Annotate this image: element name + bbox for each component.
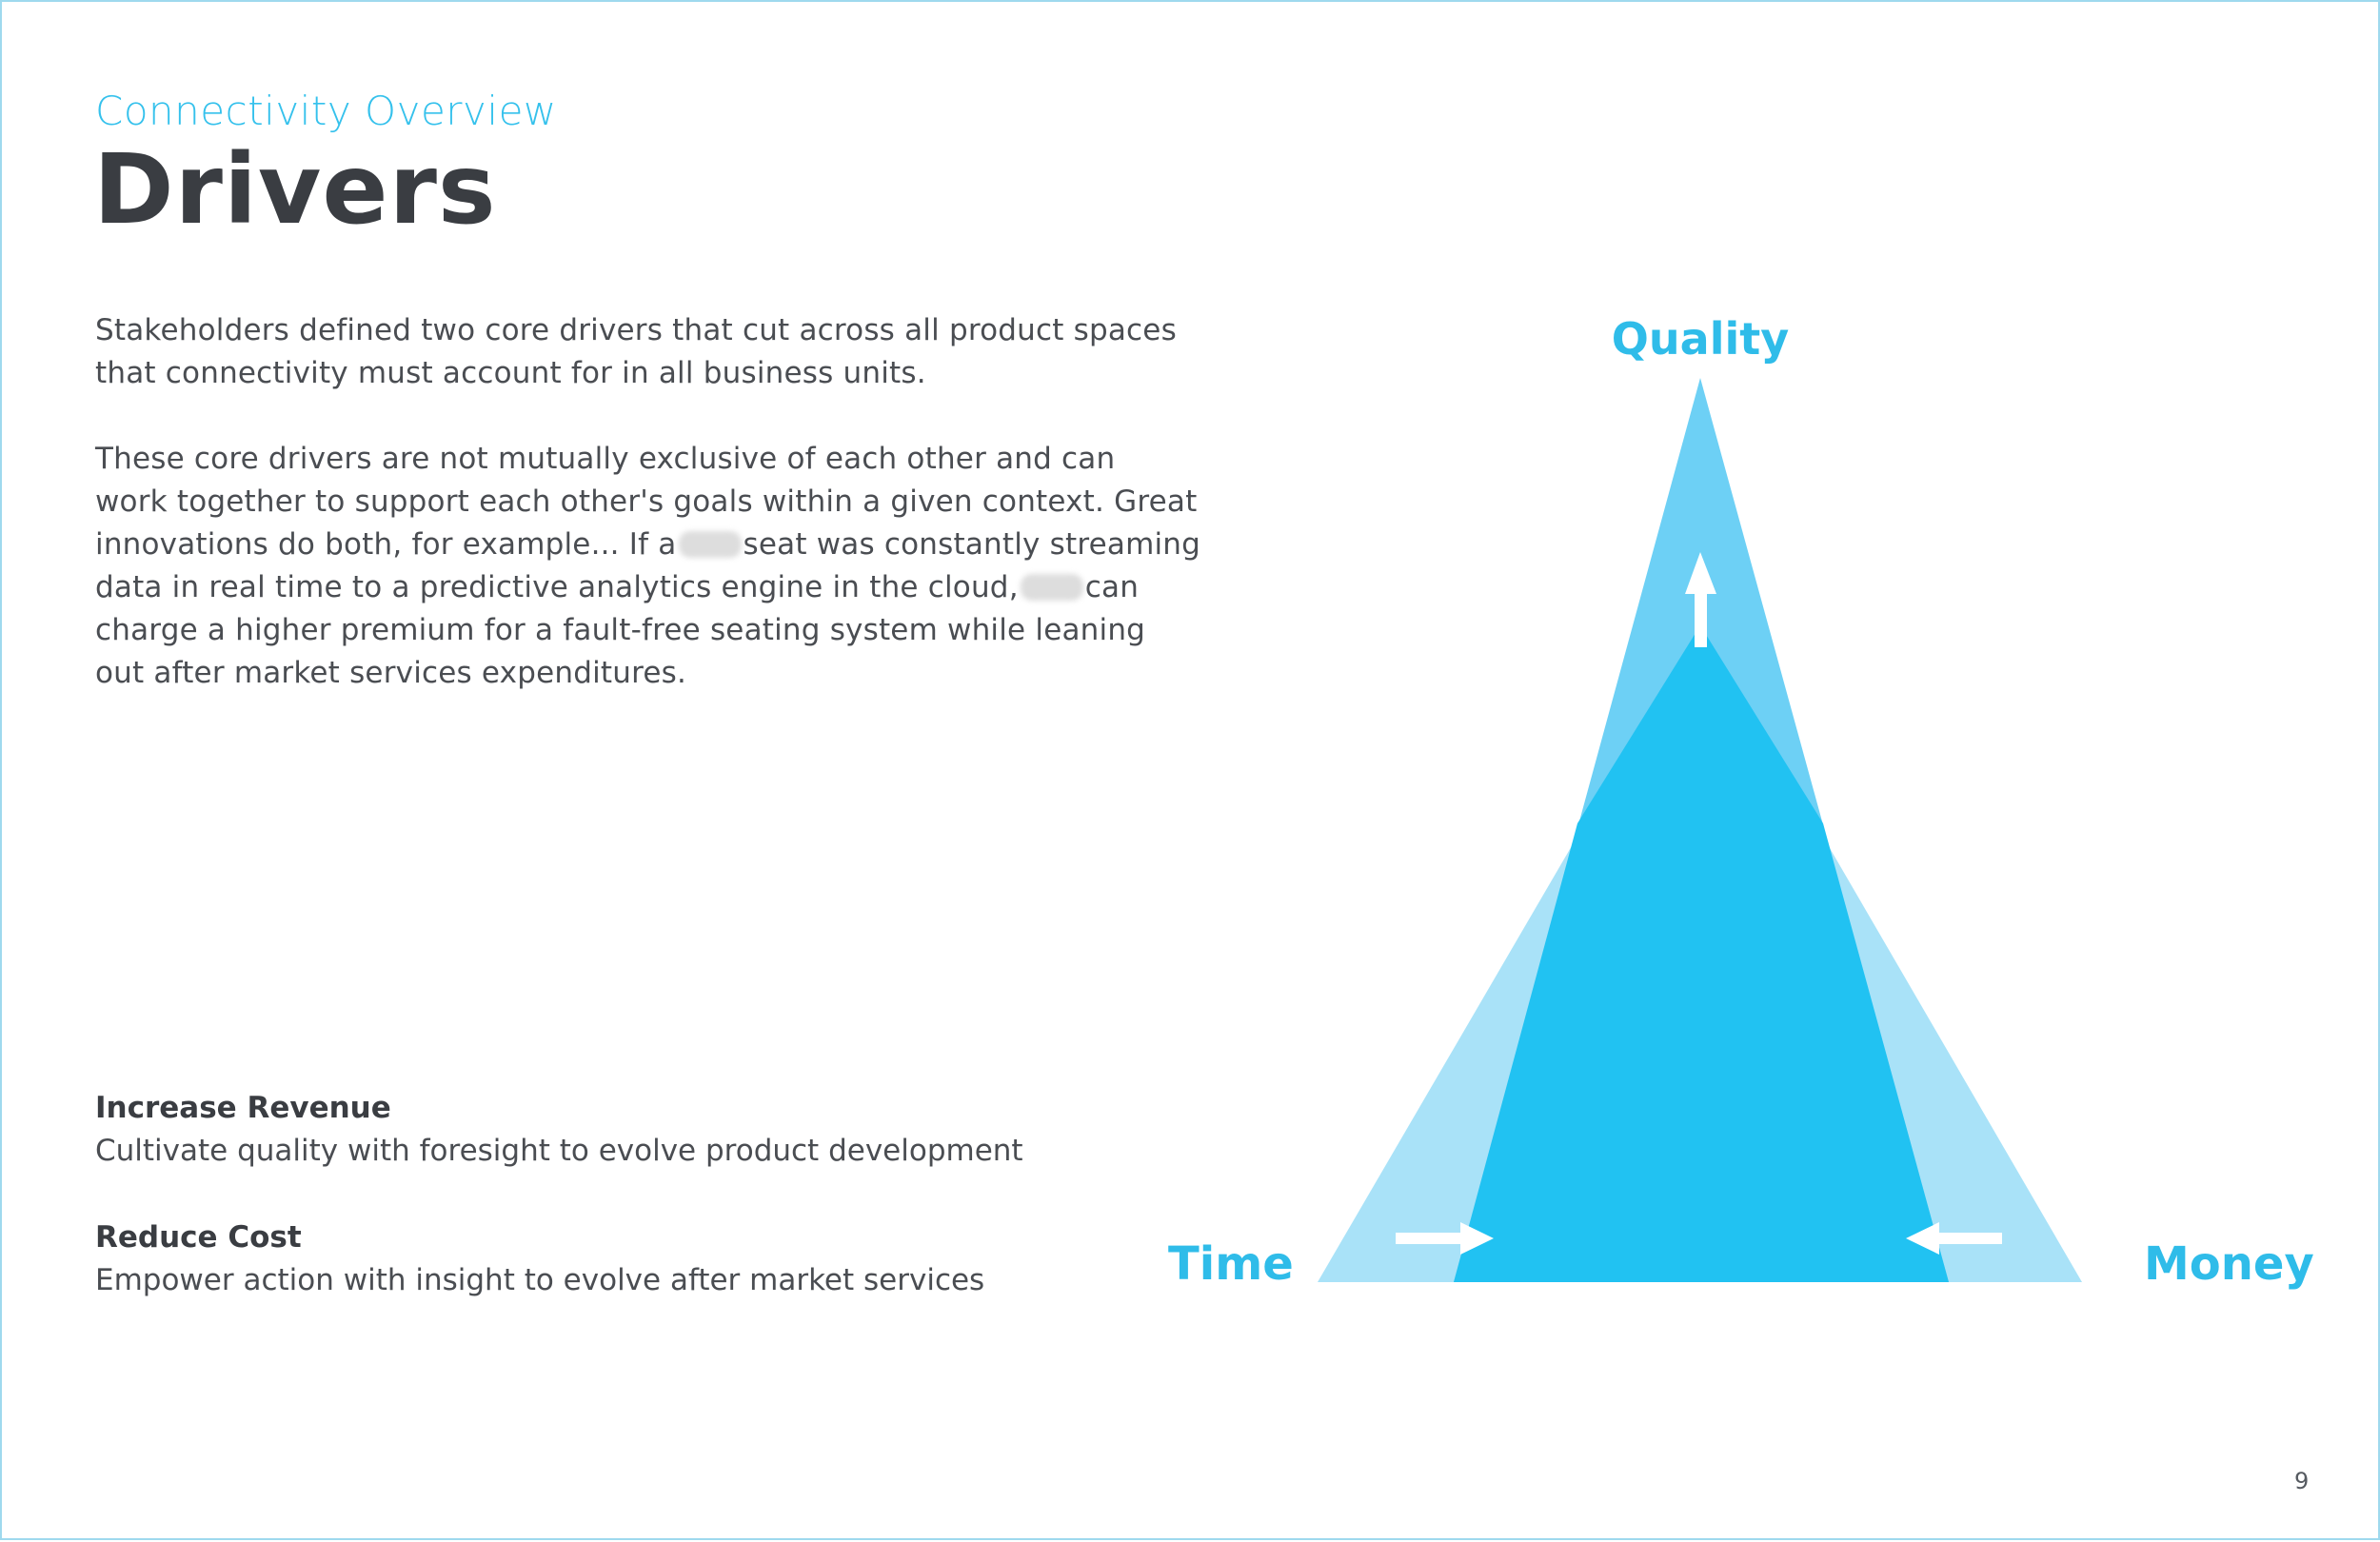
- intro-line: charge a higher premium for a fault-free seating system while leaning: [95, 613, 1146, 647]
- driver-title: Increase Revenue: [95, 1091, 391, 1125]
- right-arrow-shaft: [1396, 1233, 1470, 1244]
- label-quality: Quality: [1611, 313, 1790, 365]
- intro-line: Stakeholders defined two core drivers that cut across all product spaces: [95, 313, 1177, 347]
- intro-text: can: [1084, 570, 1140, 604]
- left-arrow-shaft: [1930, 1233, 2002, 1244]
- section-eyebrow: Connectivity Overview: [95, 88, 557, 134]
- driver-description: Cultivate quality with foresight to evolve product development: [95, 1134, 1023, 1168]
- intro-text: seat was constantly streaming: [743, 527, 1201, 562]
- quality-time-money-triangle-diagram: [2, 2, 2380, 1542]
- intro-text: innovations do both, for example... If a: [95, 527, 677, 562]
- up-arrow-shaft: [1695, 590, 1707, 647]
- intro-line: work together to support each other's goals within a given context. Great: [95, 484, 1198, 519]
- intro-line: out after market services expenditures.: [95, 656, 687, 690]
- page-number: 9: [2294, 1468, 2310, 1494]
- label-time: Time: [1168, 1237, 1294, 1291]
- intro-line: These core drivers are not mutually exclusive of each other and can: [95, 442, 1116, 476]
- driver-description: Empower action with insight to evolve after market services: [95, 1263, 985, 1297]
- driver-title: Reduce Cost: [95, 1220, 302, 1255]
- intro-text: data in real time to a predictive analytics engine in the cloud,: [95, 570, 1019, 604]
- intro-line: that connectivity must account for in all business units.: [95, 356, 926, 390]
- label-money: Money: [2144, 1237, 2314, 1291]
- page-title: Drivers: [93, 133, 497, 247]
